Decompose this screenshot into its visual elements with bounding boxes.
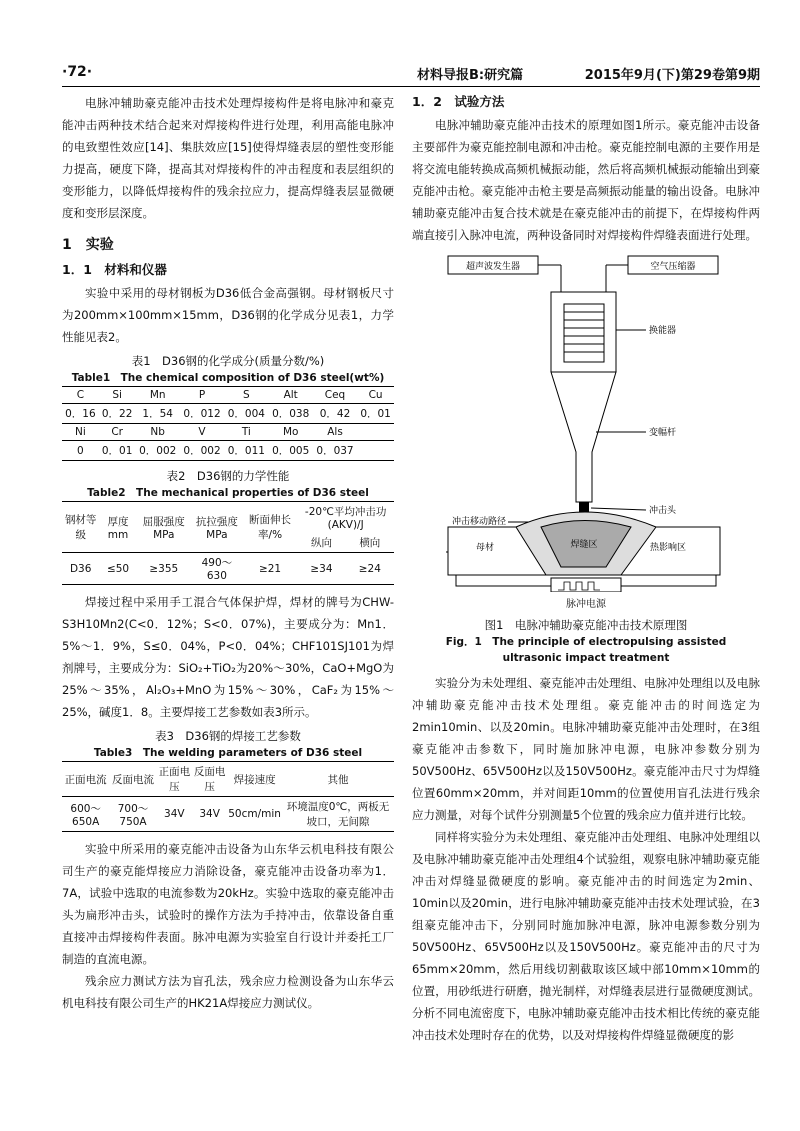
- t3-v: 700～750A: [117, 802, 149, 828]
- t2-sub: 横向: [359, 537, 381, 549]
- right-column: [412, 92, 760, 1046]
- t3-v: 34V: [164, 808, 185, 820]
- page-header: [62, 64, 760, 86]
- t1-h2: Ti: [241, 426, 251, 438]
- impact-path-label: 冲击移动路径: [452, 517, 507, 527]
- t1-h: S: [243, 389, 250, 401]
- weld-zone-label: 焊缝区: [570, 540, 598, 550]
- base-metal-label: 母材: [476, 543, 495, 553]
- t2-h: 厚度mm: [107, 515, 129, 541]
- t1-v: 1．54: [142, 408, 173, 420]
- t3-h: 焊接速度: [233, 773, 276, 786]
- t1-h: Ceq: [324, 389, 346, 401]
- method-paragraph: 电脉冲辅助豪克能冲击技术的原理如图1所示。豪克能冲击设备主要部件为豪克能控制电源和冲击枪。豪克能控制电源的主要作用是将交流电能转换成高频机械振动能，然后将高频机械振动能输出到豪克能冲击枪。豪克能冲击枪主要是高频振动能量的输出设备。电脉冲辅助豪克能冲击复合技术就是在豪克能冲击的前提下，在焊接构件两端直接引入脉冲电流，两种设备同时对焊接构件焊缝表面进行处理。: [412, 118, 760, 242]
- t1-v2: 0．011: [227, 445, 265, 457]
- materials-paragraph: 实验中采用的母材钢板为D36低合金高强钢。母材钢板尺寸为200mm×100mm×15mm，D36钢的化学成分见表1，力学性能见表2。: [62, 286, 394, 344]
- t1-h2: V: [198, 426, 206, 438]
- t2-v: ≥34: [310, 562, 333, 575]
- t2-v: ≤50: [106, 562, 130, 575]
- t3-v: 50cm/min: [228, 808, 281, 820]
- figure1-caption-en: Fig．1 The principle of electropulsing assisted: [445, 636, 727, 648]
- haz-label: 热影响区: [649, 543, 687, 553]
- horn: [551, 372, 616, 502]
- t1-h2: Nb: [150, 426, 165, 438]
- t3-v: 600～650A: [70, 802, 101, 828]
- section-1-2-heading: 1．2 试验方法: [412, 94, 505, 109]
- intro-paragraph: 电脉冲辅助豪克能冲击技术处理焊接构件是将电脉冲和豪克能冲击两种技术结合起来对焊接构件进行处理，利用高能电脉冲的电致塑性效应[14]、集肤效应[15]使得焊缝表层的塑性变形能力提高，硬度下降，提高其对焊接构件的冲击程度和表层组织的变形能力，以降低焊接构件的残余拉应力，提高焊缝表层显微硬度和变形层深度。: [62, 96, 394, 220]
- t1-v2: 0．01: [101, 445, 133, 457]
- t2-v: ≥355: [149, 562, 179, 575]
- table2-mechanical-properties: [62, 501, 394, 585]
- experiment-groups-paragraph: 实验分为未处理组、豪克能冲击处理组、电脉冲处理组以及电脉冲辅助豪克能冲击技术处理组。豪克能冲击的时间选定为2min10min、以及20min。电脉冲辅助豪克能冲击处理时，在3组豪克能冲击参数下，同时施加脉冲电源，电脉冲参数分别为50V500Hz、65V500Hz以及150V500Hz。豪克能冲击尺寸为焊缝位置60mm×20mm，并对间距10mm的位置使用盲孔法进行残余应力测量，对每个试件分别测量5个位置的残余应力值并进行比较。: [412, 676, 760, 822]
- t3-h: 反面电压: [193, 766, 226, 793]
- t3-h: 正面电压: [158, 766, 191, 793]
- transducer-label: 换能器: [649, 326, 677, 336]
- t1-v2: 0: [77, 444, 84, 457]
- t2-v: D36: [69, 562, 92, 575]
- table2-title: 表2 D36钢的力学性能: [166, 469, 290, 483]
- page-number: ·72·: [62, 64, 93, 80]
- principle-diagram: [446, 252, 726, 592]
- t1-h: P: [198, 389, 206, 401]
- t3-v: 环境温度0℃，两板无坡口，无间隙: [286, 801, 390, 828]
- t1-h: C: [76, 389, 85, 401]
- t2-h: 钢材等级: [64, 514, 97, 541]
- issue-date: 2015年9月(下)第29卷第9期: [584, 68, 760, 83]
- t3-h: 其他: [327, 773, 349, 786]
- t1-h: Alt: [283, 389, 298, 401]
- t1-h2: Ni: [74, 426, 86, 438]
- t1-v2: 0．002: [139, 445, 177, 457]
- t1-h: Si: [112, 389, 122, 401]
- t1-v: 0．42: [319, 408, 351, 420]
- t1-h2: Mo: [282, 426, 299, 438]
- journal-name: 材料导报B:研究篇: [417, 68, 524, 83]
- t3-h: 反面电流: [112, 773, 155, 786]
- t2-h: 断面伸长率/%: [249, 514, 292, 541]
- hardness-paragraph: 同样将实验分为未处理组、豪克能冲击处理组、电脉冲处理组以及电脉冲辅助豪克能冲击处理组4个试验组，观察电脉冲辅助豪克能冲击对焊缝显微硬度的影响。豪克能冲击的时间选定为2min、10min以及20min，进行电脉冲辅助豪克能冲击技术处理试验，在3组豪克能冲击下，分别同时施加脉冲电源，脉冲电源参数分别为50V500Hz、65V500Hz以及150V500Hz。豪克能冲击的尺寸为65mm×20mm，然后用线切割截取该区域中部10mm×10mm的位置，用砂纸进行研磨，抛光制样，对焊缝表层进行显微硬度测试。分析不同电流密度下，电脉冲辅助豪克能冲击技术相比传统的豪克能冲击技术处理时存在的优势，以及对焊接构件焊缝显微硬度的影: [412, 830, 760, 1042]
- equipment-paragraph: 实验中所采用的豪克能冲击设备为山东华云机电科技有限公司生产的豪克能焊接应力消除设备，豪克能冲击设备功率为1．7A，试验中选取的电流参数为20kHz。实验中选取的豪克能冲击头为扁形冲击头，试验时的操作方法为手持冲击，依靠设备自重直接冲击焊接构件表面。脉冲电源为实验室自行设计并委托工厂制造的直流电源。: [62, 842, 394, 966]
- section-1-1-heading: 1．1 材料和仪器: [62, 262, 167, 277]
- header-rule: [62, 86, 760, 87]
- left-column: [62, 92, 394, 1014]
- t1-v: 0．22: [101, 408, 133, 420]
- table3-welding-parameters: [62, 761, 394, 832]
- t1-v2: 0．002: [183, 445, 221, 457]
- ultrasonic-generator-label: 超声波发生器: [465, 262, 521, 272]
- figure1-caption: 图1 电脉冲辅助豪克能冲击技术原理图: [484, 618, 688, 632]
- table1-chemical-composition: [62, 386, 394, 461]
- t1-v2: 0．037: [316, 445, 354, 457]
- t1-v: 0．038: [272, 408, 310, 420]
- t1-v: 0．16: [65, 408, 96, 420]
- t2-h: -20℃平均冲击功(AKV)/J: [304, 506, 387, 531]
- table3-title-en: Table3 The welding parameters of D36 steel: [93, 747, 363, 759]
- t1-v2: 0．005: [272, 445, 310, 457]
- air-compressor-label: 空气压缩器: [650, 262, 696, 272]
- t3-h: 正面电流: [64, 773, 107, 786]
- horn-label: 变幅杆: [649, 428, 677, 438]
- pulse-power-label: 脉冲电源: [566, 599, 606, 610]
- table3-title: 表3 D36钢的焊接工艺参数: [155, 729, 301, 743]
- t1-h: Cu: [368, 389, 383, 401]
- t1-h: Mn: [149, 389, 166, 401]
- table1-title-en: Table1 The chemical composition of D36 steel(wt%): [71, 372, 385, 384]
- impact-head-label: 冲击头: [649, 506, 677, 516]
- t1-v: 0．012: [183, 408, 221, 420]
- t2-sub: 纵向: [310, 537, 332, 549]
- t2-v: ≥21: [258, 562, 282, 575]
- welding-paragraph: 焊接过程中采用手工混合气体保护焊，焊材的牌号为CHW-S3H10Mn2(C<0．12%；S<0．07%)，主要成分为：Mn1．5%～1．9%，S≤0．04%，P<0．04%；CHF101SJ101为焊剂牌号，主要成分为：SiO₂+TiO₂为20%～30%，CaO+MgO为25%～35%，Al₂O₃+MnO为15%～30%，CaF₂为15%～25%，碱度1．8。主要焊接工艺参数如表3所示。: [62, 595, 394, 719]
- table2-title-en: Table2 The mechanical properties of D36 steel: [87, 487, 369, 499]
- t2-v: 490～630: [201, 557, 233, 582]
- t2-h: 屈服强度MPa: [142, 515, 185, 541]
- t1-v: 0．01: [360, 408, 391, 420]
- section-1-heading: 1 实验: [62, 237, 114, 253]
- table1-title: 表1 D36钢的化学成分(质量分数/%): [131, 354, 325, 368]
- t2-v: ≥24: [358, 562, 381, 575]
- t3-v: 34V: [199, 808, 220, 820]
- t1-v: 0．004: [227, 408, 265, 420]
- residual-stress-paragraph: 残余应力测试方法为盲孔法，残余应力检测设备为山东华云机电科技有限公司生产的HK21A焊接应力测试仪。: [62, 974, 394, 1010]
- figure1-caption-en-2: ultrasonic impact treatment: [502, 652, 670, 664]
- t2-h: 抗拉强度MPa: [195, 515, 238, 541]
- t1-h2: Als: [327, 426, 343, 438]
- t1-h2: Cr: [111, 426, 123, 438]
